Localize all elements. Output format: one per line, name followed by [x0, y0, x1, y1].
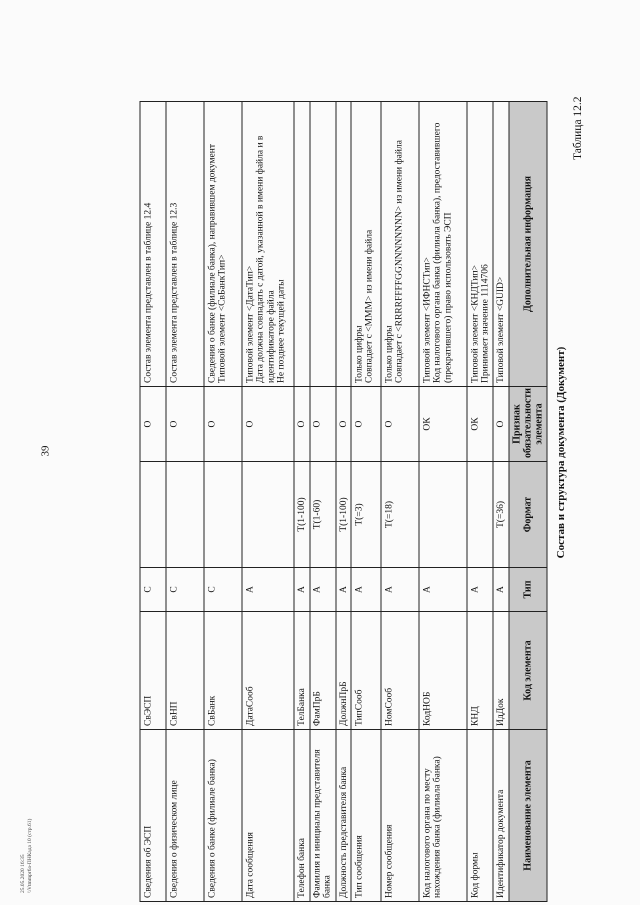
cell-code: ТелБанка — [295, 612, 311, 730]
cell-info: Типовой элемент <ИФНСТип> Код налогового органа банка (филиала банка), предоставившего (прекратившего) право использовать ЭСП — [420, 102, 468, 387]
cell-code: НомСооб — [382, 612, 420, 730]
cell-name: Должность представителя банка — [336, 730, 352, 902]
cell-code: ФамПрБ — [310, 612, 336, 730]
cell-type: А — [310, 568, 336, 612]
cell-format: T(1-100) — [295, 462, 311, 568]
cell-type: А — [494, 568, 510, 612]
cell-info: Типовой элемент <ДатаТип> Дата должна совпадать с датой, указанной в имени файла и в идентификаторе файла Не позднее текущей даты — [243, 102, 295, 387]
cell-info: Только цифры Совпадает с <МММ> из имени файла — [352, 102, 382, 387]
cell-info — [295, 102, 311, 387]
cell-name: Сведения о банке (филиале банка) — [205, 730, 243, 902]
cell-name: Дата сообщения — [243, 730, 295, 902]
cell-required: О — [243, 387, 295, 462]
table-row — [205, 102, 243, 902]
cell-info: Типовой элемент <КНДТип> Принимает значение 1114706 — [468, 102, 494, 387]
table-row — [494, 102, 510, 902]
table-title: Состав и структура документа (Документ) — [555, 346, 567, 559]
cell-name: Тип сообщения — [352, 730, 382, 902]
cell-name: Идентификатор документа — [494, 730, 510, 902]
table-row — [243, 102, 295, 902]
footer — [20, 819, 34, 893]
structure-table — [140, 101, 548, 902]
footer-line: \\Vtmmpr6a-ПНКада 10 (стр.61) — [27, 818, 33, 893]
cell-name: Сведения о физическом лице — [167, 730, 205, 902]
table-body — [141, 102, 510, 902]
page-number: 39 — [39, 445, 52, 457]
table-row — [141, 102, 167, 902]
header-required: Признак обязательности элемента — [509, 387, 547, 462]
cell-required: ОК — [420, 387, 468, 462]
cell-code: СвБанк — [205, 612, 243, 730]
cell-format: T(=3) — [352, 462, 382, 568]
cell-required: О — [205, 387, 243, 462]
cell-required: О — [352, 387, 382, 462]
cell-required: О — [167, 387, 205, 462]
footer-line: 25.05.2020 16:35 — [20, 854, 26, 893]
cell-type: А — [382, 568, 420, 612]
cell-code: ДатаСооб — [243, 612, 295, 730]
table-header-row — [509, 102, 547, 902]
cell-info: Состав элемента представлен в таблице 12.3 — [167, 102, 205, 387]
table-row — [310, 102, 336, 902]
cell-format — [141, 462, 167, 568]
header-format: Формат — [509, 462, 547, 568]
cell-info — [336, 102, 352, 387]
cell-name: Сведения об ЭСП — [141, 730, 167, 902]
header-type: Тип — [509, 568, 547, 612]
cell-type: А — [420, 568, 468, 612]
cell-format: T(=18) — [382, 462, 420, 568]
cell-type: С — [141, 568, 167, 612]
cell-format — [167, 462, 205, 568]
cell-name: Фамилия и инициалы представителя банка — [310, 730, 336, 902]
cell-code: ДолжнПрБ — [336, 612, 352, 730]
cell-name: Номер сообщения — [382, 730, 420, 902]
cell-format — [420, 462, 468, 568]
cell-format — [468, 462, 494, 568]
cell-code: КНД — [468, 612, 494, 730]
cell-required: О — [295, 387, 311, 462]
cell-type: А — [468, 568, 494, 612]
cell-code: ИдДок — [494, 612, 510, 730]
cell-code: ТипСооб — [352, 612, 382, 730]
header-info: Дополнительная информация — [509, 102, 547, 387]
cell-info: Только цифры Совпадает с <RRRRFFFFGGNNNNNNNN> из имени файла — [382, 102, 420, 387]
table-row — [352, 102, 382, 902]
table-row — [295, 102, 311, 902]
cell-format: T(1-100) — [336, 462, 352, 568]
cell-required: ОК — [468, 387, 494, 462]
table-row — [336, 102, 352, 902]
cell-required: О — [310, 387, 336, 462]
cell-info — [310, 102, 336, 387]
cell-format: T(=36) — [494, 462, 510, 568]
header-name: Наименование элемента — [509, 730, 547, 902]
cell-format — [243, 462, 295, 568]
cell-name: Код налогового органа по месту нахождения банка (филиала банка) — [420, 730, 468, 902]
cell-info: Типовой элемент <GUID> — [494, 102, 510, 387]
table-row — [420, 102, 468, 902]
table-row — [468, 102, 494, 902]
header-code: Код элемента — [509, 612, 547, 730]
table-row — [382, 102, 420, 902]
cell-required: О — [141, 387, 167, 462]
cell-type: С — [167, 568, 205, 612]
cell-info: Сведения о банке (филиале банка), направившем документ Типовой элемент <СвБанкТип> — [205, 102, 243, 387]
cell-code: КодНОБ — [420, 612, 468, 730]
cell-format — [205, 462, 243, 568]
cell-required: О — [494, 387, 510, 462]
table-row — [167, 102, 205, 902]
cell-name: Телефон банка — [295, 730, 311, 902]
cell-type: А — [243, 568, 295, 612]
cell-name: Код формы — [468, 730, 494, 902]
cell-type: А — [295, 568, 311, 612]
cell-info: Состав элемента представлен в таблице 12.4 — [141, 102, 167, 387]
cell-required: О — [382, 387, 420, 462]
cell-code: СвЭСП — [141, 612, 167, 730]
cell-format: T(1-60) — [310, 462, 336, 568]
cell-required: О — [336, 387, 352, 462]
table-label: Таблица 12.2 — [572, 96, 584, 160]
cell-type: С — [205, 568, 243, 612]
cell-code: СвНП — [167, 612, 205, 730]
cell-type: А — [336, 568, 352, 612]
cell-type: А — [352, 568, 382, 612]
